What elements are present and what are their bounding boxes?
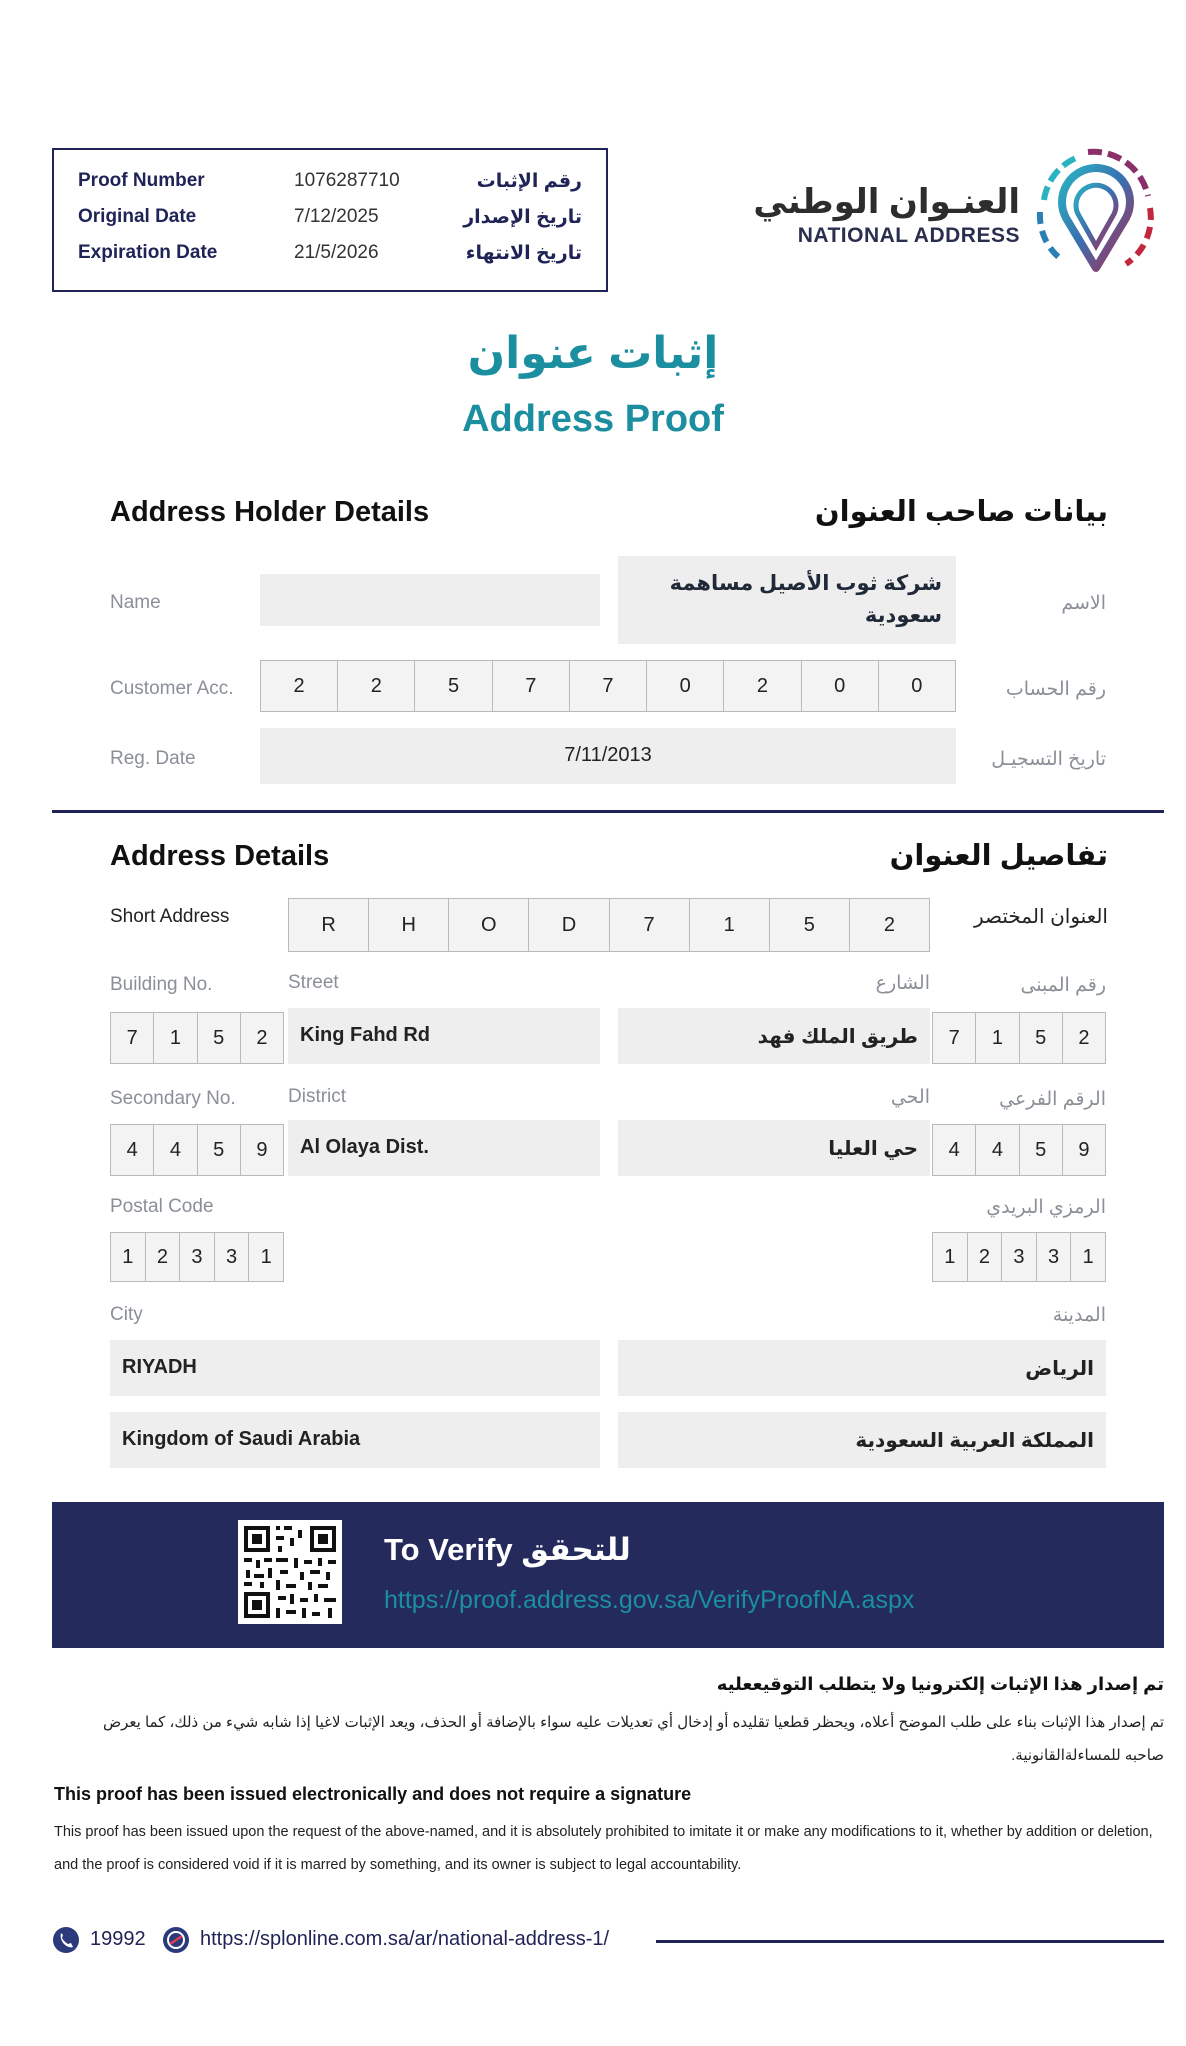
phone-icon	[52, 1926, 80, 1954]
secondary-digit-cell: 4	[933, 1125, 976, 1175]
customer-account-digits	[260, 660, 956, 712]
short-address-cell: 2	[883, 913, 895, 936]
reg-date-value: 7/11/2013	[564, 744, 652, 766]
secondary-label-ar: الرقم الفرعي	[999, 1089, 1106, 1110]
verify-banner	[52, 1502, 1164, 1648]
proof-row-label-ar: تاريخ الإصدار	[463, 207, 582, 228]
postal-digit-cell: 1	[111, 1233, 146, 1281]
proof-row-label-en: Expiration Date	[78, 242, 218, 263]
postal-digit-cell: 1	[933, 1233, 968, 1281]
reg-label-ar: تاريخ التسجيـل	[991, 749, 1106, 770]
building-digit-cell: 2	[1078, 1026, 1090, 1049]
proof-row-label-ar: رقم الإثبات	[476, 171, 582, 192]
secondary-digit-cell: 9	[256, 1138, 268, 1161]
account-digit-cell: 0	[647, 661, 724, 711]
postal-digit-cell: 1	[260, 1245, 272, 1268]
building-digit-cell: 1	[154, 1013, 197, 1063]
short-address-label-en: Short Address	[110, 906, 230, 927]
postal-label-ar: الرمزي البريدي	[986, 1197, 1106, 1218]
country-field-en	[110, 1412, 600, 1468]
notice-ar-title: تم إصدار هذا الإثبات إلكترونيا ولا يتطلب التوقيععليه	[716, 1674, 1164, 1694]
district-value-ar: حي العليا	[828, 1138, 918, 1160]
proof-row	[78, 206, 582, 242]
postal-digits-en	[110, 1232, 284, 1282]
short-address-cell: H	[369, 899, 449, 951]
building-digit-cell: 7	[933, 1013, 976, 1063]
secondary-digits-ar	[932, 1124, 1106, 1176]
secondary-digit-cell: 4	[111, 1125, 154, 1175]
reg-date-field	[260, 728, 956, 784]
postal-digit-cell: 3	[180, 1233, 215, 1281]
account-digit-cell: 0	[911, 674, 923, 697]
name-label-ar: الاسم	[1061, 593, 1106, 614]
notice-en-title: This proof has been issued electronically and does not require a signature	[54, 1784, 692, 1804]
verify-title-ar: للتحقق	[521, 1532, 631, 1567]
web-icon	[162, 1926, 190, 1954]
district-value-en: Al Olaya Dist.	[300, 1136, 429, 1158]
national-address-logo-icon	[1026, 146, 1166, 286]
account-digit-cell: 2	[724, 661, 801, 711]
postal-digit-cell: 1	[1082, 1245, 1094, 1268]
secondary-digit-cell: 5	[198, 1125, 241, 1175]
postal-digit-cell: 3	[1037, 1233, 1072, 1281]
short-address-label-ar: العنوان المختصر	[973, 906, 1108, 928]
page-title-en: Address Proof	[462, 398, 724, 440]
verify-url[interactable]: https://proof.address.gov.sa/VerifyProofNA.aspx	[384, 1586, 915, 1614]
proof-rows	[54, 150, 606, 278]
holder-heading-en: Address Holder Details	[110, 496, 430, 528]
proof-row-value: 1076287710	[294, 170, 400, 191]
postal-digit-cell: 3	[1002, 1233, 1037, 1281]
proof-row-value: 21/5/2026	[294, 242, 379, 263]
district-label-ar: الحي	[890, 1087, 930, 1108]
building-digits-ar	[932, 1012, 1106, 1064]
street-field-ar	[618, 1008, 930, 1064]
building-digit-cell: 5	[1020, 1013, 1063, 1063]
country-value-ar: المملكة العربية السعودية	[855, 1430, 1094, 1452]
section-divider	[52, 810, 1164, 813]
postal-digit-cell: 2	[146, 1233, 181, 1281]
city-label-ar: المدينة	[1052, 1305, 1106, 1326]
building-digit-cell: 2	[256, 1026, 268, 1049]
reg-label-en: Reg. Date	[110, 748, 196, 769]
building-digit-cell: 7	[111, 1013, 154, 1063]
secondary-digits-en	[110, 1124, 284, 1176]
short-address-cell: O	[449, 899, 529, 951]
name-label-en: Name	[110, 592, 161, 613]
secondary-digit-cell: 5	[1020, 1125, 1063, 1175]
acc-label-ar: رقم الحساب	[1005, 679, 1106, 700]
footer-url[interactable]: https://splonline.com.sa/ar/national-address-1/	[200, 1928, 610, 1950]
qr-code-icon[interactable]	[238, 1520, 342, 1624]
proof-row-label-en: Original Date	[78, 206, 197, 227]
name-field-ar	[618, 556, 956, 644]
street-value-ar: طريق الملك فهد	[757, 1026, 918, 1048]
building-label-en: Building No.	[110, 974, 213, 995]
page-title-ar: إثبات عنوان	[467, 329, 719, 378]
secondary-digit-cell: 4	[154, 1125, 197, 1175]
street-field-en	[288, 1008, 600, 1064]
account-digit-cell: 5	[415, 661, 492, 711]
footer-line	[656, 1940, 1164, 1943]
building-digits-en	[110, 1012, 284, 1064]
proof-row-label-en: Proof Number	[78, 170, 205, 191]
district-field-en	[288, 1120, 600, 1176]
building-label-ar: رقم المبنى	[1020, 975, 1106, 996]
city-value-en: RIYADH	[122, 1356, 197, 1378]
secondary-digit-cell: 9	[1078, 1138, 1090, 1161]
holder-heading-ar: بيانات صاحب العنوان	[814, 496, 1108, 528]
verify-title	[384, 1532, 631, 1568]
street-label-ar: الشارع	[875, 973, 930, 994]
notice-en-body: This proof has been issued upon the request of the above-named, and it is absolutely prohibited to imitate it or make any modifications to it, whether by addition or deletion, and the proof is considered void if it is marred by something, and its owner is subject to legal accountability.	[54, 1824, 1153, 1873]
account-digit-cell: 2	[338, 661, 415, 711]
notice-ar-body: تم إصدار هذا الإثبات بناء على طلب الموضح أعلاه، ويحظر قطعيا تقليده أو إدخال أي تعديلات عليه سواء بالإضافة أو الحذف، ويعد الإثبات لاغيا إذا شابه شيء من ذلك، كما يعرض صاحبه للمساءلةالقانونية.	[102, 1714, 1164, 1764]
account-digit-cell: 7	[570, 661, 647, 711]
account-digit-cell: 2	[261, 661, 338, 711]
street-label-en: Street	[288, 972, 339, 993]
name-field-en	[260, 574, 600, 626]
footer-phone[interactable]: 19992	[90, 1928, 146, 1950]
city-value-ar: الرياض	[1025, 1358, 1094, 1380]
city-field-en	[110, 1340, 600, 1396]
short-address-chars	[288, 898, 930, 952]
acc-label-en: Customer Acc.	[110, 678, 234, 699]
proof-info-box	[52, 148, 608, 292]
national-address-logo	[753, 146, 1170, 286]
postal-digits-ar	[932, 1232, 1106, 1282]
address-heading-ar: تفاصيل العنوان	[889, 840, 1108, 872]
city-field-ar	[618, 1340, 1106, 1396]
district-label-en: District	[288, 1086, 347, 1107]
country-field-ar	[618, 1412, 1106, 1468]
proof-row	[78, 242, 582, 278]
short-address-cell: D	[529, 899, 609, 951]
footer	[52, 1922, 1164, 1962]
proof-row	[78, 170, 582, 206]
logo-text-ar: العنـوان الوطني	[753, 183, 1020, 221]
logo-text-en: NATIONAL ADDRESS	[797, 224, 1020, 247]
short-address-cell: 1	[690, 899, 770, 951]
postal-label-en: Postal Code	[110, 1196, 214, 1217]
name-value-ar: شركة ثوب الأصيل مساهمة سعودية	[669, 572, 942, 627]
proof-row-label-ar: تاريخ الانتهاء	[465, 243, 582, 264]
address-heading-en: Address Details	[110, 840, 330, 872]
short-address-cell: 7	[610, 899, 690, 951]
short-address-cell: 5	[770, 899, 850, 951]
building-digit-cell: 5	[198, 1013, 241, 1063]
city-label-en: City	[110, 1304, 143, 1325]
street-value-en: King Fahd Rd	[300, 1024, 430, 1046]
secondary-label-en: Secondary No.	[110, 1088, 236, 1109]
short-address-cell: R	[289, 899, 369, 951]
postal-digit-cell: 3	[215, 1233, 250, 1281]
verify-title-en: To Verify	[384, 1532, 513, 1567]
district-field-ar	[618, 1120, 930, 1176]
proof-row-value: 7/12/2025	[294, 206, 379, 227]
account-digit-cell: 0	[802, 661, 879, 711]
country-value-en: Kingdom of Saudi Arabia	[122, 1428, 361, 1450]
secondary-digit-cell: 4	[976, 1125, 1019, 1175]
postal-digit-cell: 2	[968, 1233, 1003, 1281]
building-digit-cell: 1	[976, 1013, 1019, 1063]
account-digit-cell: 7	[493, 661, 570, 711]
